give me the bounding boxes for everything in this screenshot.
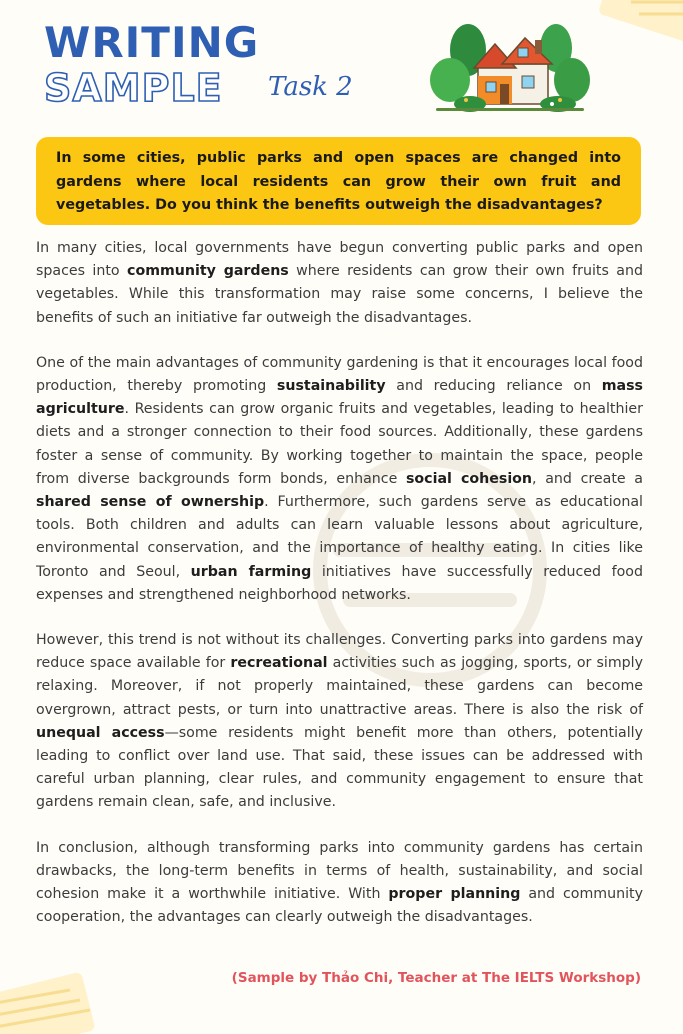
- text-span: One of the main advantages of community gardening is that it encourages local food production, thereby promoting: [36, 354, 643, 395]
- keyword-unequal-access: unequal access: [36, 724, 165, 741]
- keyword-mass-agriculture: mass agriculture: [36, 378, 643, 418]
- essay-paragraph-conclusion: [36, 837, 643, 930]
- keyword-urban-farming: urban farming: [190, 563, 312, 580]
- essay-question: In some cities, public parks and open spaces are changed into gardens where local residents can grow their own fruit and vegetables. Do you think the benefits outweigh the disadvantages?: [36, 137, 641, 225]
- text-span: In conclusion, although transforming parks into community gardens has certain drawbacks, the long-term benefits in terms of health, sustainability, and social cohesion make it a worthwhile initiative. With: [36, 839, 643, 903]
- title-writing: WRITING: [44, 18, 260, 67]
- corner-decoration-icon: [583, 0, 683, 50]
- essay-paragraph-disadvantages: [36, 629, 643, 815]
- title-sample: SAMPLE: [44, 66, 223, 110]
- keyword-recreational: recreational: [230, 655, 328, 672]
- task-label: Task 2: [268, 72, 353, 102]
- keyword-social-cohesion: social cohesion: [405, 470, 533, 487]
- text-span: —some residents might benefit more than others, potentially leading to conflict over land use. That said, these issues can be addressed with careful urban planning, clear rules, and community engagement to ensure that gardens remain clean, safe, and inclusive.: [36, 724, 643, 811]
- text-span: . Furthermore, such gardens serve as educational tools. Both children and adults can learn valuable lessons about agriculture, environmental conservation, and the importance of healthy eating. In cities like Toronto and Seoul,: [36, 494, 643, 580]
- house-garden-icon: [430, 20, 590, 112]
- text-span: and community cooperation, the advantages can clearly outweigh the disadvantages.: [36, 886, 644, 926]
- keyword-community-gardens: community gardens: [127, 263, 289, 280]
- keyword-shared-sense-of-ownership: shared sense of ownership: [36, 494, 265, 511]
- text-span: initiatives have successfully reduced food expenses and strengthened neighborhood networks.: [36, 563, 643, 603]
- essay-body: [36, 237, 643, 951]
- essay-paragraph-introduction: [36, 237, 643, 330]
- text-span: and reducing reliance on: [385, 378, 602, 395]
- keyword-sustainability: sustainability: [276, 378, 386, 395]
- keyword-proper-planning: proper planning: [388, 886, 521, 903]
- text-span: where residents can grow their own fruits and vegetables. While this transformation may raise some concerns, I believe the benefits of such an initiative far outweigh the disadvantages.: [36, 263, 643, 326]
- text-span: , and create a: [532, 470, 643, 487]
- text-span: However, this trend is not without its challenges. Converting parks into gardens may reduce space available for: [36, 632, 643, 672]
- essay-paragraph-advantages: [36, 352, 643, 607]
- text-span: . Residents can grow organic fruits and vegetables, leading to healthier diets and a stronger connection to their food sources. Additionally, these gardens foster a sense of community. By working together to maintain the space, people from diverse backgrounds form bonds, enhance: [36, 401, 643, 487]
- text-span: activities such as jogging, sports, or simply relaxing. Moreover, if not properly maintained, these gardens can become overgrown, attract pests, or turn into unattractive areas. There is also the risk of: [36, 655, 644, 718]
- corner-decoration-icon: [0, 954, 110, 1034]
- text-span: In many cities, local governments have begun converting public parks and open spaces into: [36, 240, 643, 280]
- sample-credit: (Sample by Thảo Chi, Teacher at The IELTS Workshop): [231, 970, 641, 986]
